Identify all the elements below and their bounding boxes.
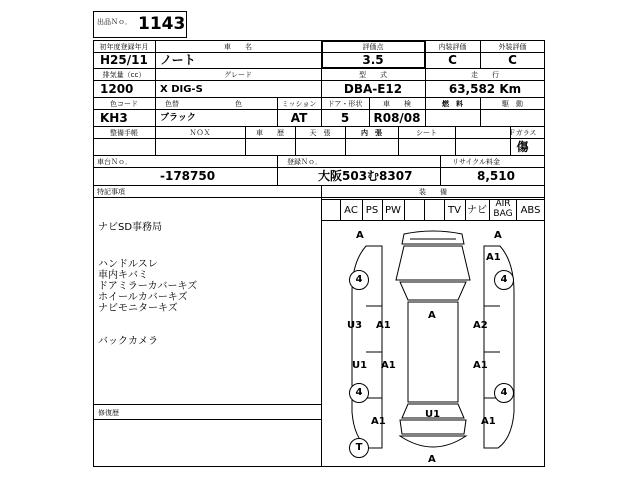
year-value: H25/11 xyxy=(100,53,148,67)
glass-label: Ｆガラス xyxy=(508,129,537,137)
damage-mark: A2 xyxy=(473,320,488,331)
color-code-value: KH3 xyxy=(100,111,128,125)
row4-div-6 xyxy=(455,126,456,155)
equipment-ps: PS xyxy=(365,205,379,216)
equipment-navi: ナビ xyxy=(467,205,487,216)
row2-label-line xyxy=(93,80,545,81)
interior-score-value: C xyxy=(448,53,457,67)
score-label: 評価点 xyxy=(362,43,384,51)
damage-mark: A1 xyxy=(473,360,488,371)
exterior-score-value: C xyxy=(508,53,517,67)
plate-value: 大阪503む8307 xyxy=(318,169,413,183)
row2-bottom-line xyxy=(93,97,545,98)
note-line-8: ナビモニターキズ xyxy=(98,303,178,314)
damage-mark: U3 xyxy=(347,320,363,331)
inspection-value: R08/08 xyxy=(373,111,421,125)
hood-shape xyxy=(396,246,470,280)
displacement-label: 排気量（cc） xyxy=(102,71,146,79)
chassis-value: -178750 xyxy=(160,169,216,183)
fuel-label: 燃 料 xyxy=(442,100,463,108)
row5-div-2 xyxy=(440,155,441,185)
front-bumper-shape xyxy=(402,231,464,244)
windshield-shape xyxy=(400,282,466,300)
interior-score-label: 内装評価 xyxy=(438,43,467,51)
recycle-value: 8,510 xyxy=(477,169,515,183)
rear-bumper-shape xyxy=(400,436,466,447)
mission-label: ミッション xyxy=(281,100,317,108)
row3-bottom-line xyxy=(93,126,545,127)
row4-bottom-line xyxy=(93,155,545,156)
damage-mark: A1 xyxy=(381,360,396,371)
damage-mark: A1 xyxy=(481,416,496,427)
doors-label: ドア・形状 xyxy=(327,100,363,108)
manual-label: 整備手帳 xyxy=(110,129,138,137)
car-name-label: 車 名 xyxy=(224,43,252,51)
eq-div-4 xyxy=(404,199,405,221)
damage-mark: A xyxy=(356,230,364,241)
damage-mark: A xyxy=(428,454,436,465)
row4-label-line xyxy=(93,138,545,139)
note-line-6: ドアミラーカバーキズ xyxy=(98,281,198,292)
note-line-1: ナビSD事務局 xyxy=(98,222,163,233)
repair-header-line xyxy=(93,404,321,405)
repair-inner-line xyxy=(93,419,321,420)
color-label: 色 xyxy=(235,100,242,108)
note-line-4: ハンドルスレ xyxy=(98,259,158,270)
row1-bottom-line xyxy=(93,68,545,69)
sunroof-label: 天 張 xyxy=(309,129,331,137)
row3-div-1 xyxy=(155,97,156,126)
exterior-score-label: 外装評価 xyxy=(498,43,527,51)
nox-label: ＮＯＸ xyxy=(189,129,211,137)
car-name-value: ノート xyxy=(160,53,196,67)
chassis-label: 車台Ｎｏ． xyxy=(97,158,132,166)
tire-rear-left: 4 xyxy=(349,383,369,403)
equipment-tv: TV xyxy=(448,205,461,216)
equipment-ac: AC xyxy=(344,205,358,216)
row5-bottom-line xyxy=(93,185,545,186)
displacement-value: 1200 xyxy=(100,82,134,96)
lot-number-value: 1143 xyxy=(138,14,186,34)
notes-header-line xyxy=(93,197,545,198)
mileage-value: 63,582 Km xyxy=(448,82,522,96)
model-value: DBA-E12 xyxy=(343,82,403,96)
note-line-7: ホイールカバーキズ xyxy=(98,292,188,303)
seat-label: シート xyxy=(416,129,437,137)
color-change-label: 色替 xyxy=(165,100,179,108)
tire-front-right: 4 xyxy=(494,270,514,290)
damage-mark: U1 xyxy=(425,409,441,420)
damage-mark: A1 xyxy=(486,252,501,263)
drive-label: 駆 動 xyxy=(502,100,523,108)
damage-mark: U1 xyxy=(352,360,368,371)
row3-label-line xyxy=(93,109,545,110)
repair-history-label: 修復歴 xyxy=(98,409,119,417)
row5-div-1 xyxy=(277,155,278,185)
equipment-abs: ABS xyxy=(520,205,541,216)
equipment-pw: PW xyxy=(385,205,401,216)
notes-header: 特記事項 xyxy=(97,188,125,196)
spare-tire: T xyxy=(349,438,369,458)
score-value: 3.5 xyxy=(362,53,384,67)
eq-div-5 xyxy=(424,199,425,221)
doors-value: 5 xyxy=(340,111,350,125)
plate-label: 登録Ｎｏ． xyxy=(287,158,322,166)
equipment-airbag: AIR BAG xyxy=(493,199,513,219)
grade-label: グレード xyxy=(224,71,252,79)
car-diagram xyxy=(322,222,544,466)
mission-value: AT xyxy=(290,111,308,125)
inspection-label: 車 検 xyxy=(383,100,411,108)
damage-mark: A1 xyxy=(376,320,391,331)
tire-front-left: 4 xyxy=(349,270,369,290)
damage-mark: A xyxy=(428,310,436,321)
damage-mark: A xyxy=(494,230,502,241)
history-label: 車 歴 xyxy=(256,129,284,137)
row5-label-line xyxy=(93,167,545,168)
note-line-11: バックカメラ xyxy=(98,336,158,347)
grade-value: X DIG-S xyxy=(160,84,203,95)
mileage-label: 走 行 xyxy=(471,71,499,79)
interior-lining-label: 内 張 xyxy=(361,129,382,137)
damage-mark: A1 xyxy=(371,416,386,427)
color-code-label: 色コード xyxy=(110,100,138,108)
year-label: 初年度登録年月 xyxy=(99,43,149,51)
equipment-header: 装 備 xyxy=(419,188,447,196)
tire-rear-right: 4 xyxy=(494,383,514,403)
glass-value: 傷 xyxy=(516,140,529,154)
color-value: ブラック xyxy=(160,113,196,123)
recycle-label: リサイクル料金 xyxy=(452,158,501,166)
note-line-5: 車内キバミ xyxy=(98,270,148,281)
lot-number-label: 出品Ｎｏ． xyxy=(97,18,132,26)
model-label: 型 式 xyxy=(359,71,387,79)
trunk-shape xyxy=(400,420,466,434)
